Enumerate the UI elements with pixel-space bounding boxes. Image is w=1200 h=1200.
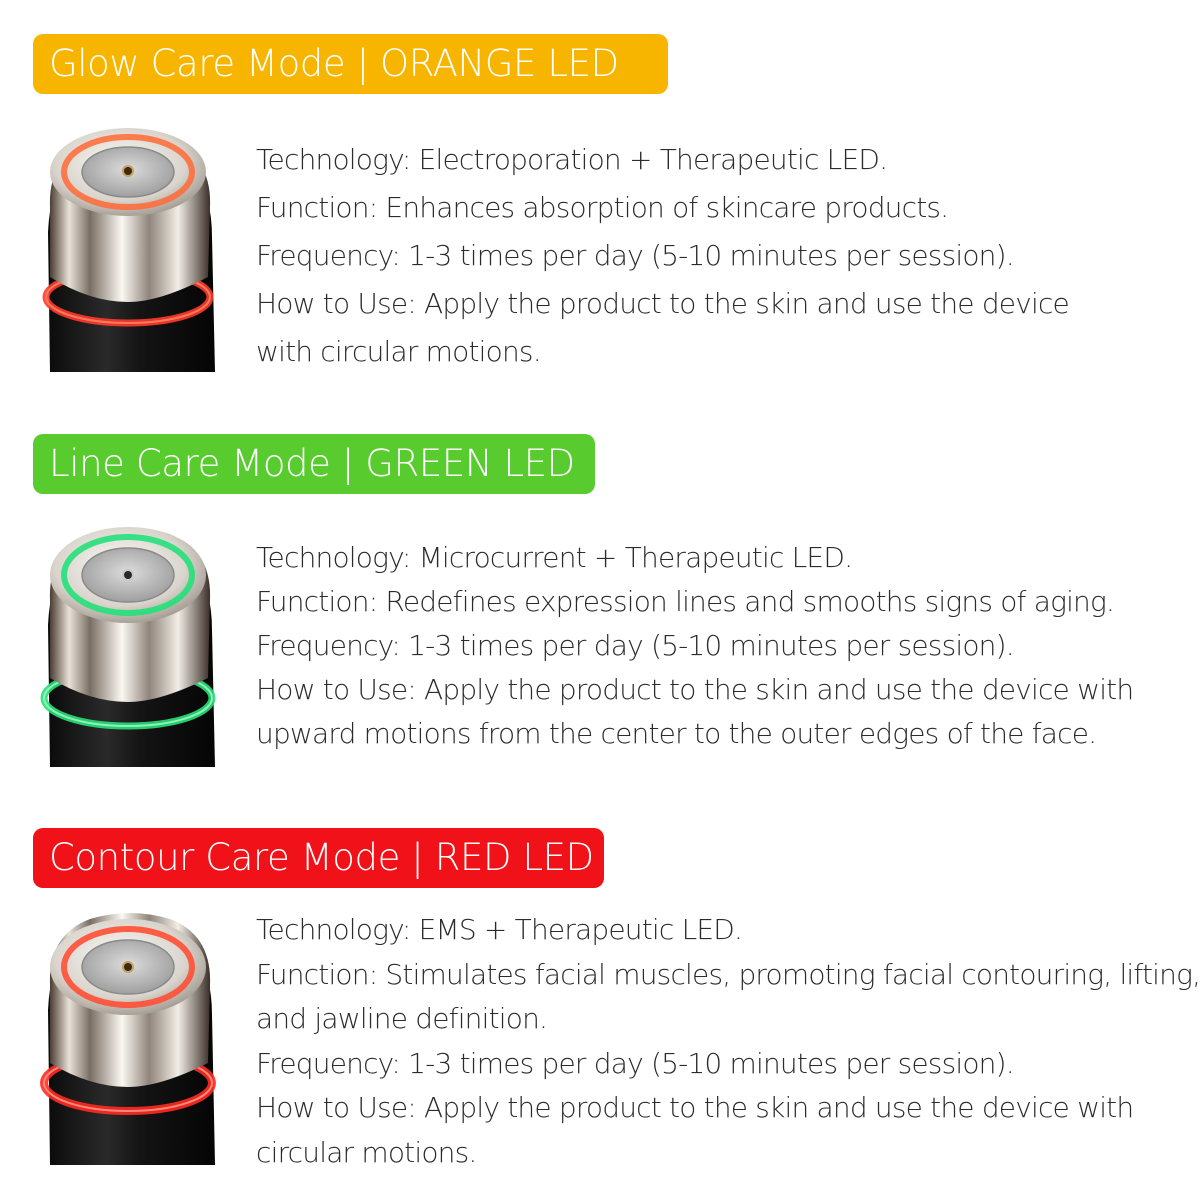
technology-text: Technology: Microcurrent + Therapeutic LED. [256,541,853,574]
how-to-use-text-cont: upward motions from the center to the outer edges of the face. [256,717,1097,750]
mode-title-contour-care: Contour Care Mode | RED LED [33,828,604,888]
function-text: Function: Enhances absorption of skincare products. [256,191,949,224]
mode-description-glow-care [256,136,1196,376]
technology-text: Technology: EMS + Therapeutic LED. [256,913,743,946]
how-to-use-text: How to Use: Apply the product to the skin and use the device [256,287,1069,320]
technology-text: Technology: Electroporation + Therapeutic LED. [256,143,888,176]
device-image-red-led [30,905,220,1165]
device-image-orange-led [30,127,220,372]
frequency-text: Frequency: 1-3 times per day (5-10 minutes per session). [256,239,1014,272]
mode-description-contour-care [256,908,1200,1175]
how-to-use-text-cont: circular motions. [256,1135,477,1169]
device-image-green-led [30,520,220,767]
how-to-use-text-cont: with circular motions. [256,335,541,368]
mode-title-line-care: Line Care Mode | GREEN LED [33,434,595,494]
function-text-cont: and jawline definition. [256,1002,548,1035]
how-to-use-text: How to Use: Apply the product to the skin and use the device with [256,673,1134,706]
function-text: Function: Redefines expression lines and smooths signs of aging. [256,585,1115,618]
mode-description-line-care [256,536,1196,756]
frequency-text: Frequency: 1-3 times per day (5-10 minutes per session). [256,629,1014,662]
function-text: Function: Stimulates facial muscles, promoting facial contouring, lifting, [256,957,1200,991]
mode-title-glow-care: Glow Care Mode | ORANGE LED [33,34,668,94]
how-to-use-text: How to Use: Apply the product to the skin and use the device with [256,1091,1134,1124]
frequency-text: Frequency: 1-3 times per day (5-10 minutes per session). [256,1046,1014,1080]
